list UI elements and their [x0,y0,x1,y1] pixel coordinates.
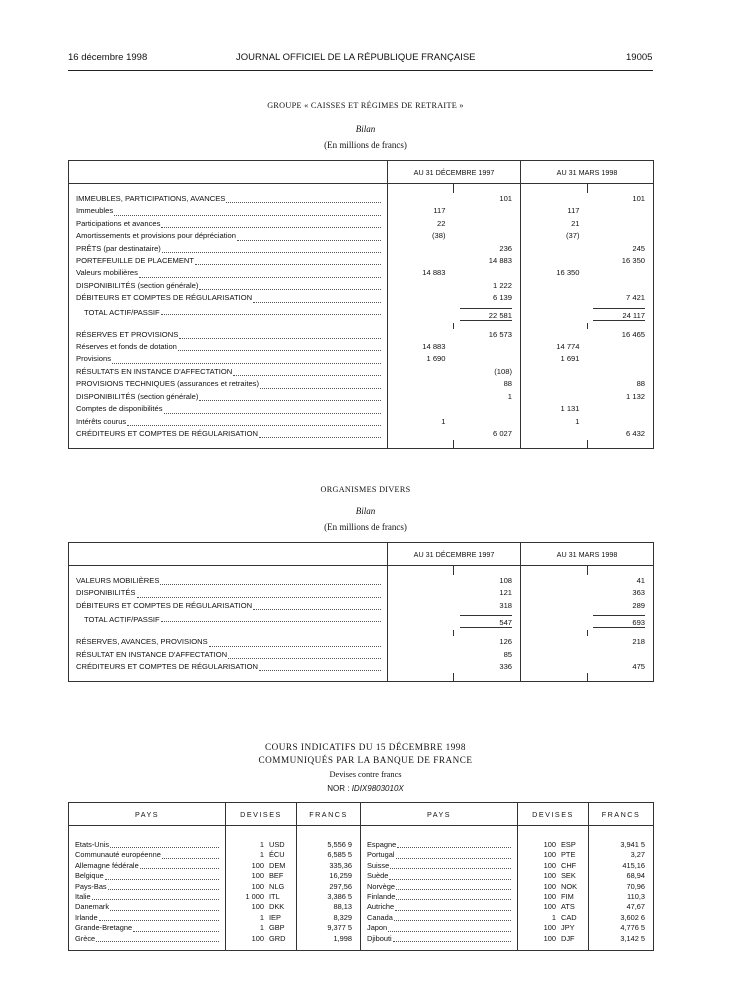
row-label: PRÊTS (par destinataire) [76,243,161,253]
nor-label: NOR : [327,784,350,793]
currency-devise [226,934,296,944]
table-row [69,600,654,612]
currency-rate: 47,67 [626,902,645,912]
total-dec-1997: 22 581 [460,308,512,321]
currency-devise [518,882,588,892]
currency-rate: 1,998 [333,933,352,943]
row-label: PROVISIONS TECHNIQUES (assurances et retraites) [76,379,260,389]
value-dec-1997: 85 [503,649,513,659]
table-row [69,391,654,403]
table-row [69,403,654,415]
currency-country-row [75,871,225,881]
row-label: VALEURS MOBILIÈRES [76,576,160,585]
dot-leader [110,840,219,848]
currency-country-row [367,902,517,912]
dot-leader [209,636,381,646]
currency-devise [226,913,296,923]
currency-country-row [75,882,225,892]
row-label: DÉBITEURS ET COMPTES DE RÉGULARISATION [76,600,253,610]
dot-leader [397,840,511,848]
col-header-devises: DEVISES [226,803,297,826]
dot-leader [389,871,511,879]
dot-leader [259,428,381,438]
currency-code: GRD [269,933,286,943]
total-label: TOTAL ACTIF/PASSIF [84,307,160,317]
dot-leader [178,341,381,351]
nor-value: IDIX9803010X [351,784,404,793]
dot-leader [226,193,381,203]
dot-leader [390,861,511,869]
value-mar-1998: 41 [636,576,646,585]
currency-country-row [367,923,517,933]
col-header-pays: PAYS [361,803,518,826]
table-row [69,587,654,599]
country-name: Allemagne fédérale [75,860,139,870]
currency-country-row [367,892,517,902]
section2-title: ORGANISMES DIVERS [320,485,411,494]
currency-rate: 415,16 [622,860,645,870]
col-header-dec-1997: AU 31 DÉCEMBRE 1997 [388,543,521,566]
currency-code: DJF [561,933,575,943]
currency-code: CAD [561,912,577,922]
dot-leader [105,871,219,879]
row-label: Intérêts courus [76,416,127,426]
currency-devise [518,871,588,881]
value-dec-1997: 126 [499,637,513,647]
country-name: Espagne [367,840,397,849]
currency-quantity: 1 [259,912,264,922]
table-row [69,193,654,205]
row-label: CRÉDITEURS ET COMPTES DE RÉGULARISATION [76,662,258,672]
value-detail-mar-1998: 1 691 [560,354,580,364]
country-name: Grèce [75,933,96,943]
table-row [69,416,654,428]
dot-leader [162,850,219,858]
currency-devise [226,871,296,881]
row-label: PORTEFEUILLE DE PLACEMENT [76,256,195,266]
currency-rate: 4,776 5 [620,923,645,933]
row-label: DISPONIBILITÉS (section générale) [76,280,199,290]
row-label: CRÉDITEURS ET COMPTES DE RÉGULARISATION [76,428,258,438]
dot-leader [162,243,381,253]
currency-devise [518,840,588,850]
currency-devise [226,840,296,850]
table-row [69,428,654,440]
row-label: IMMEUBLES, PARTICIPATIONS, AVANCES [76,194,226,203]
section1-unit: (En millions de francs) [324,140,407,150]
currency-rate: 3,941 5 [620,840,645,849]
currency-quantity: 100 [543,881,556,891]
currency-table [68,802,654,951]
dot-leader [108,882,219,890]
section3-title1: COURS INDICATIFS DU 15 DÉCEMBRE 1998 [265,742,466,752]
country-name: Norvège [367,881,395,891]
currency-devise [518,934,588,944]
country-name: Japon [367,923,388,933]
row-label: Réserves et fonds de dotation [76,342,177,352]
currency-code: ITL [269,891,280,901]
value-detail-dec-1997: 22 [437,218,446,228]
country-name: Suède [367,871,389,881]
currency-rate: 6,585 5 [327,850,352,860]
row-label: RÉSULTATS EN INSTANCE D'AFFECTATION [76,366,233,376]
currency-code: JPY [561,923,575,933]
row-label: Valeurs mobilières [76,268,138,278]
currency-rate: 70,96 [626,881,645,891]
currency-country-row [367,913,517,923]
currency-rate: 9,377 5 [327,923,352,933]
currency-code: ÉCU [269,850,285,860]
value-detail-mar-1998: 21 [571,218,580,228]
header-rule [68,70,653,71]
col-header-mar-1998: AU 31 MARS 1998 [521,543,654,566]
value-detail-mar-1998: 16 350 [556,268,580,278]
value-detail-mar-1998: 14 774 [556,342,580,352]
spacer-row [69,184,654,194]
total-row [69,612,654,630]
value-detail-mar-1998: 1 131 [560,404,580,414]
currency-code: DKK [269,902,285,912]
page-date: 16 décembre 1998 [68,52,148,63]
country-name: Autriche [367,902,395,912]
spacer-row [69,673,654,682]
table-row [69,341,654,353]
dot-leader [396,882,511,890]
col-header-mar-1998: AU 31 MARS 1998 [521,161,654,184]
dot-leader [139,267,381,277]
journal-title: JOURNAL OFFICIEL DE LA RÉPUBLIQUE FRANÇAISE [236,52,476,63]
currency-code: SEK [561,871,576,881]
value-detail-dec-1997: 117 [433,206,446,216]
dot-leader [388,923,511,931]
dot-leader [259,661,381,671]
country-name: Belgique [75,871,104,881]
table-row [69,280,654,292]
currency-quantity: 100 [251,881,264,891]
dot-leader [99,913,219,921]
dot-leader [228,649,381,659]
currency-devise [226,923,296,933]
table-row [69,243,654,255]
currency-rate: 3,602 6 [620,912,645,922]
currency-country-row [367,840,517,850]
value-detail-mar-1998: 1 [575,416,580,426]
country-name: Portugal [367,850,395,860]
table-row [69,366,654,378]
value-total-mar-1998: 7 421 [626,293,646,303]
currency-rate: 3,142 5 [620,933,645,943]
currency-devise [226,902,296,912]
dot-leader [195,255,381,265]
value-mar-1998: 363 [632,588,646,598]
dot-leader [396,892,511,900]
currency-code: DEM [269,860,286,870]
value-total-dec-1997: (108) [494,366,513,376]
value-mar-1998: 475 [632,662,646,672]
currency-quantity: 1 [259,850,264,860]
value-total-dec-1997: 16 573 [488,329,513,339]
section1-title: GROUPE « CAISSES ET RÉGIMES DE RETRAITE » [267,101,464,110]
table-row [69,255,654,267]
dot-leader [127,416,381,426]
country-name: Finlande [367,891,396,901]
country-name: Italie [75,891,91,901]
currency-code: NOK [561,881,578,891]
country-name: Suisse [367,860,390,870]
currency-quantity: 100 [543,923,556,933]
table-row [69,575,654,587]
col-header-devises: DEVISES [518,803,589,826]
table-row [69,649,654,661]
currency-quantity: 100 [543,850,556,860]
country-name: Irlande [75,912,98,922]
currency-code: IEP [269,912,281,922]
row-label: RÉSERVES, AVANCES, PROVISIONS [76,637,208,647]
value-detail-dec-1997: 14 883 [422,342,446,352]
dot-leader [161,218,381,228]
dot-leader [394,913,511,921]
currency-country-row [75,934,225,944]
col-header-francs: FRANCS [297,803,361,826]
currency-country-row [75,902,225,912]
value-mar-1998: 218 [632,637,646,647]
total-row [69,305,654,323]
dot-leader [96,934,219,942]
spacer-row [69,566,654,576]
currency-country-row [75,923,225,933]
dot-leader [140,861,219,869]
currency-code: ATS [561,902,575,912]
currency-devise [226,892,296,902]
currency-rate: 110,3 [627,891,645,901]
value-detail-mar-1998: 117 [567,206,580,216]
row-label: RÉSERVES ET PROVISIONS [76,329,179,339]
dot-leader [112,353,381,363]
currency-rate: 16,259 [329,871,352,881]
country-name: Danemark [75,902,110,912]
currency-quantity: 100 [543,840,556,849]
nor-reference [0,784,731,793]
value-total-mar-1998: 101 [632,194,646,203]
currency-rate: 68,94 [626,871,645,881]
currency-devise [226,861,296,871]
section3-title2: COMMUNIQUÉS PAR LA BANQUE DE FRANCE [258,755,473,765]
row-label: DISPONIBILITÉS (section générale) [76,391,199,401]
dot-leader [233,366,381,376]
dot-leader [253,600,381,610]
currency-quantity: 1 000 [245,891,264,901]
country-name: Pays-Bas [75,881,107,891]
currency-code: ESP [561,840,576,849]
country-name: Grande-Bretagne [75,923,133,933]
table-row [69,292,654,304]
currency-country-row [367,882,517,892]
currency-code: GBP [269,923,285,933]
currency-country-row [367,861,517,871]
dot-leader [133,923,219,931]
currency-rate: 88,13 [333,902,352,912]
total-mar-1998: 24 117 [593,308,645,321]
section3-subtitle: Devises contre francs [329,770,402,779]
currency-country-row [75,892,225,902]
value-total-dec-1997: 236 [499,243,513,253]
row-label: Amortissements et provisions pour dépréciation [76,231,236,241]
currency-code: BEF [269,871,284,881]
value-total-dec-1997: 1 222 [493,280,513,290]
page-number: 19005 [626,52,653,63]
currency-quantity: 100 [543,871,556,881]
currency-code: CHF [561,860,577,870]
dot-leader [114,205,381,215]
value-dec-1997: 121 [499,588,513,598]
row-label: RÉSULTAT EN INSTANCE D'AFFECTATION [76,649,228,659]
dot-leader [110,902,219,910]
col-header-pays: PAYS [69,803,226,826]
table-row [69,329,654,341]
currency-code: PTE [561,850,576,860]
row-label: Comptes de disponibilités [76,404,163,414]
currency-country-row [75,850,225,860]
value-total-mar-1998: 16 350 [621,256,646,266]
currency-quantity: 100 [543,860,556,870]
currency-quantity: 1 [259,840,264,849]
currency-quantity: 100 [251,902,264,912]
country-name: Djibouti [367,933,392,943]
dot-leader [253,292,381,302]
value-total-mar-1998: 245 [632,243,646,253]
value-total-dec-1997: 88 [503,379,513,389]
table-row [69,267,654,279]
balance-table-divers [68,542,654,682]
currency-devise [518,850,588,860]
row-label: Immeubles [76,206,114,216]
country-name: Communauté européenne [75,850,161,860]
value-total-mar-1998: 1 132 [626,391,646,401]
currency-quantity: 1 [259,923,264,933]
currency-quantity: 100 [543,933,556,943]
row-label: Participations et avances [76,218,161,228]
section2-subtitle: Bilan [355,506,376,516]
dot-leader [237,230,381,240]
total-mar-1998: 693 [593,615,645,628]
currency-devise [518,923,588,933]
value-dec-1997: 108 [499,576,513,585]
currency-code: FIM [561,891,574,901]
currency-quantity: 100 [251,933,264,943]
table-row [69,378,654,390]
currency-country-row [75,861,225,871]
row-label: DISPONIBILITÉS [76,588,136,598]
section1-subtitle: Bilan [355,124,376,134]
currency-devise [518,913,588,923]
dot-leader [160,575,381,585]
table-row [69,353,654,365]
value-total-dec-1997: 14 883 [488,256,513,266]
value-total-dec-1997: 1 [507,391,513,401]
currency-country-row [75,913,225,923]
value-dec-1997: 318 [499,600,513,610]
value-dec-1997: 336 [499,662,513,672]
value-detail-dec-1997: 14 883 [422,268,446,278]
total-label: TOTAL ACTIF/PASSIF [84,615,160,625]
currency-quantity: 100 [543,891,556,901]
value-detail-dec-1997: 1 690 [426,354,446,364]
dot-leader [260,378,381,388]
table-row [69,218,654,230]
value-detail-mar-1998: (37) [566,231,580,241]
value-total-mar-1998: 88 [636,379,646,389]
value-total-mar-1998: 16 465 [621,329,646,339]
value-total-dec-1997: 6 139 [493,293,513,303]
table-row [69,230,654,242]
currency-country-row [367,850,517,860]
value-mar-1998: 289 [632,600,646,610]
value-detail-dec-1997: (38) [431,231,446,241]
currency-rate: 297,56 [329,881,352,891]
spacer-row [69,440,654,449]
table-row [69,205,654,217]
currency-devise [518,902,588,912]
dot-leader [164,403,381,413]
currency-rate: 3,27 [630,850,645,860]
section2-unit: (En millions de francs) [324,522,407,532]
currency-quantity: 100 [251,871,264,881]
row-label: Provisions [76,354,112,364]
dot-leader [161,308,381,315]
dot-leader [137,587,381,597]
currency-devise [518,892,588,902]
balance-table-retraite [68,160,654,449]
dot-leader [92,892,219,900]
currency-country-row [367,871,517,881]
table-row [69,636,654,648]
currency-rate: 3,386 5 [327,891,352,901]
value-total-dec-1997: 6 027 [493,428,513,438]
col-header-francs: FRANCS [589,803,654,826]
country-name: Canada [367,912,393,922]
dot-leader [395,902,511,910]
value-detail-dec-1997: 1 [441,416,446,426]
dot-leader [393,934,511,942]
currency-rate: 8,329 [333,912,352,922]
total-dec-1997: 547 [460,615,512,628]
dot-leader [199,280,381,290]
currency-quantity: 100 [251,860,264,870]
dot-leader [179,329,381,339]
currency-rate: 335,36 [329,860,352,870]
dot-leader [161,615,381,622]
dot-leader [199,391,381,401]
currency-devise [226,850,296,860]
currency-code: NLG [269,881,285,891]
row-label: DÉBITEURS ET COMPTES DE RÉGULARISATION [76,293,253,303]
dot-leader [396,850,511,858]
currency-quantity: 1 [551,912,556,922]
currency-country-row [75,840,225,850]
country-name: Etats-Unis [75,840,110,849]
col-header-dec-1997: AU 31 DÉCEMBRE 1997 [388,161,521,184]
currency-devise [518,861,588,871]
currency-rate: 5,556 9 [327,840,352,849]
currency-devise [226,882,296,892]
currency-quantity: 100 [543,902,556,912]
table-row [69,661,654,673]
currency-code: USD [269,840,285,849]
value-total-mar-1998: 6 432 [626,428,646,438]
currency-country-row [367,934,517,944]
value-total-dec-1997: 101 [499,194,513,203]
